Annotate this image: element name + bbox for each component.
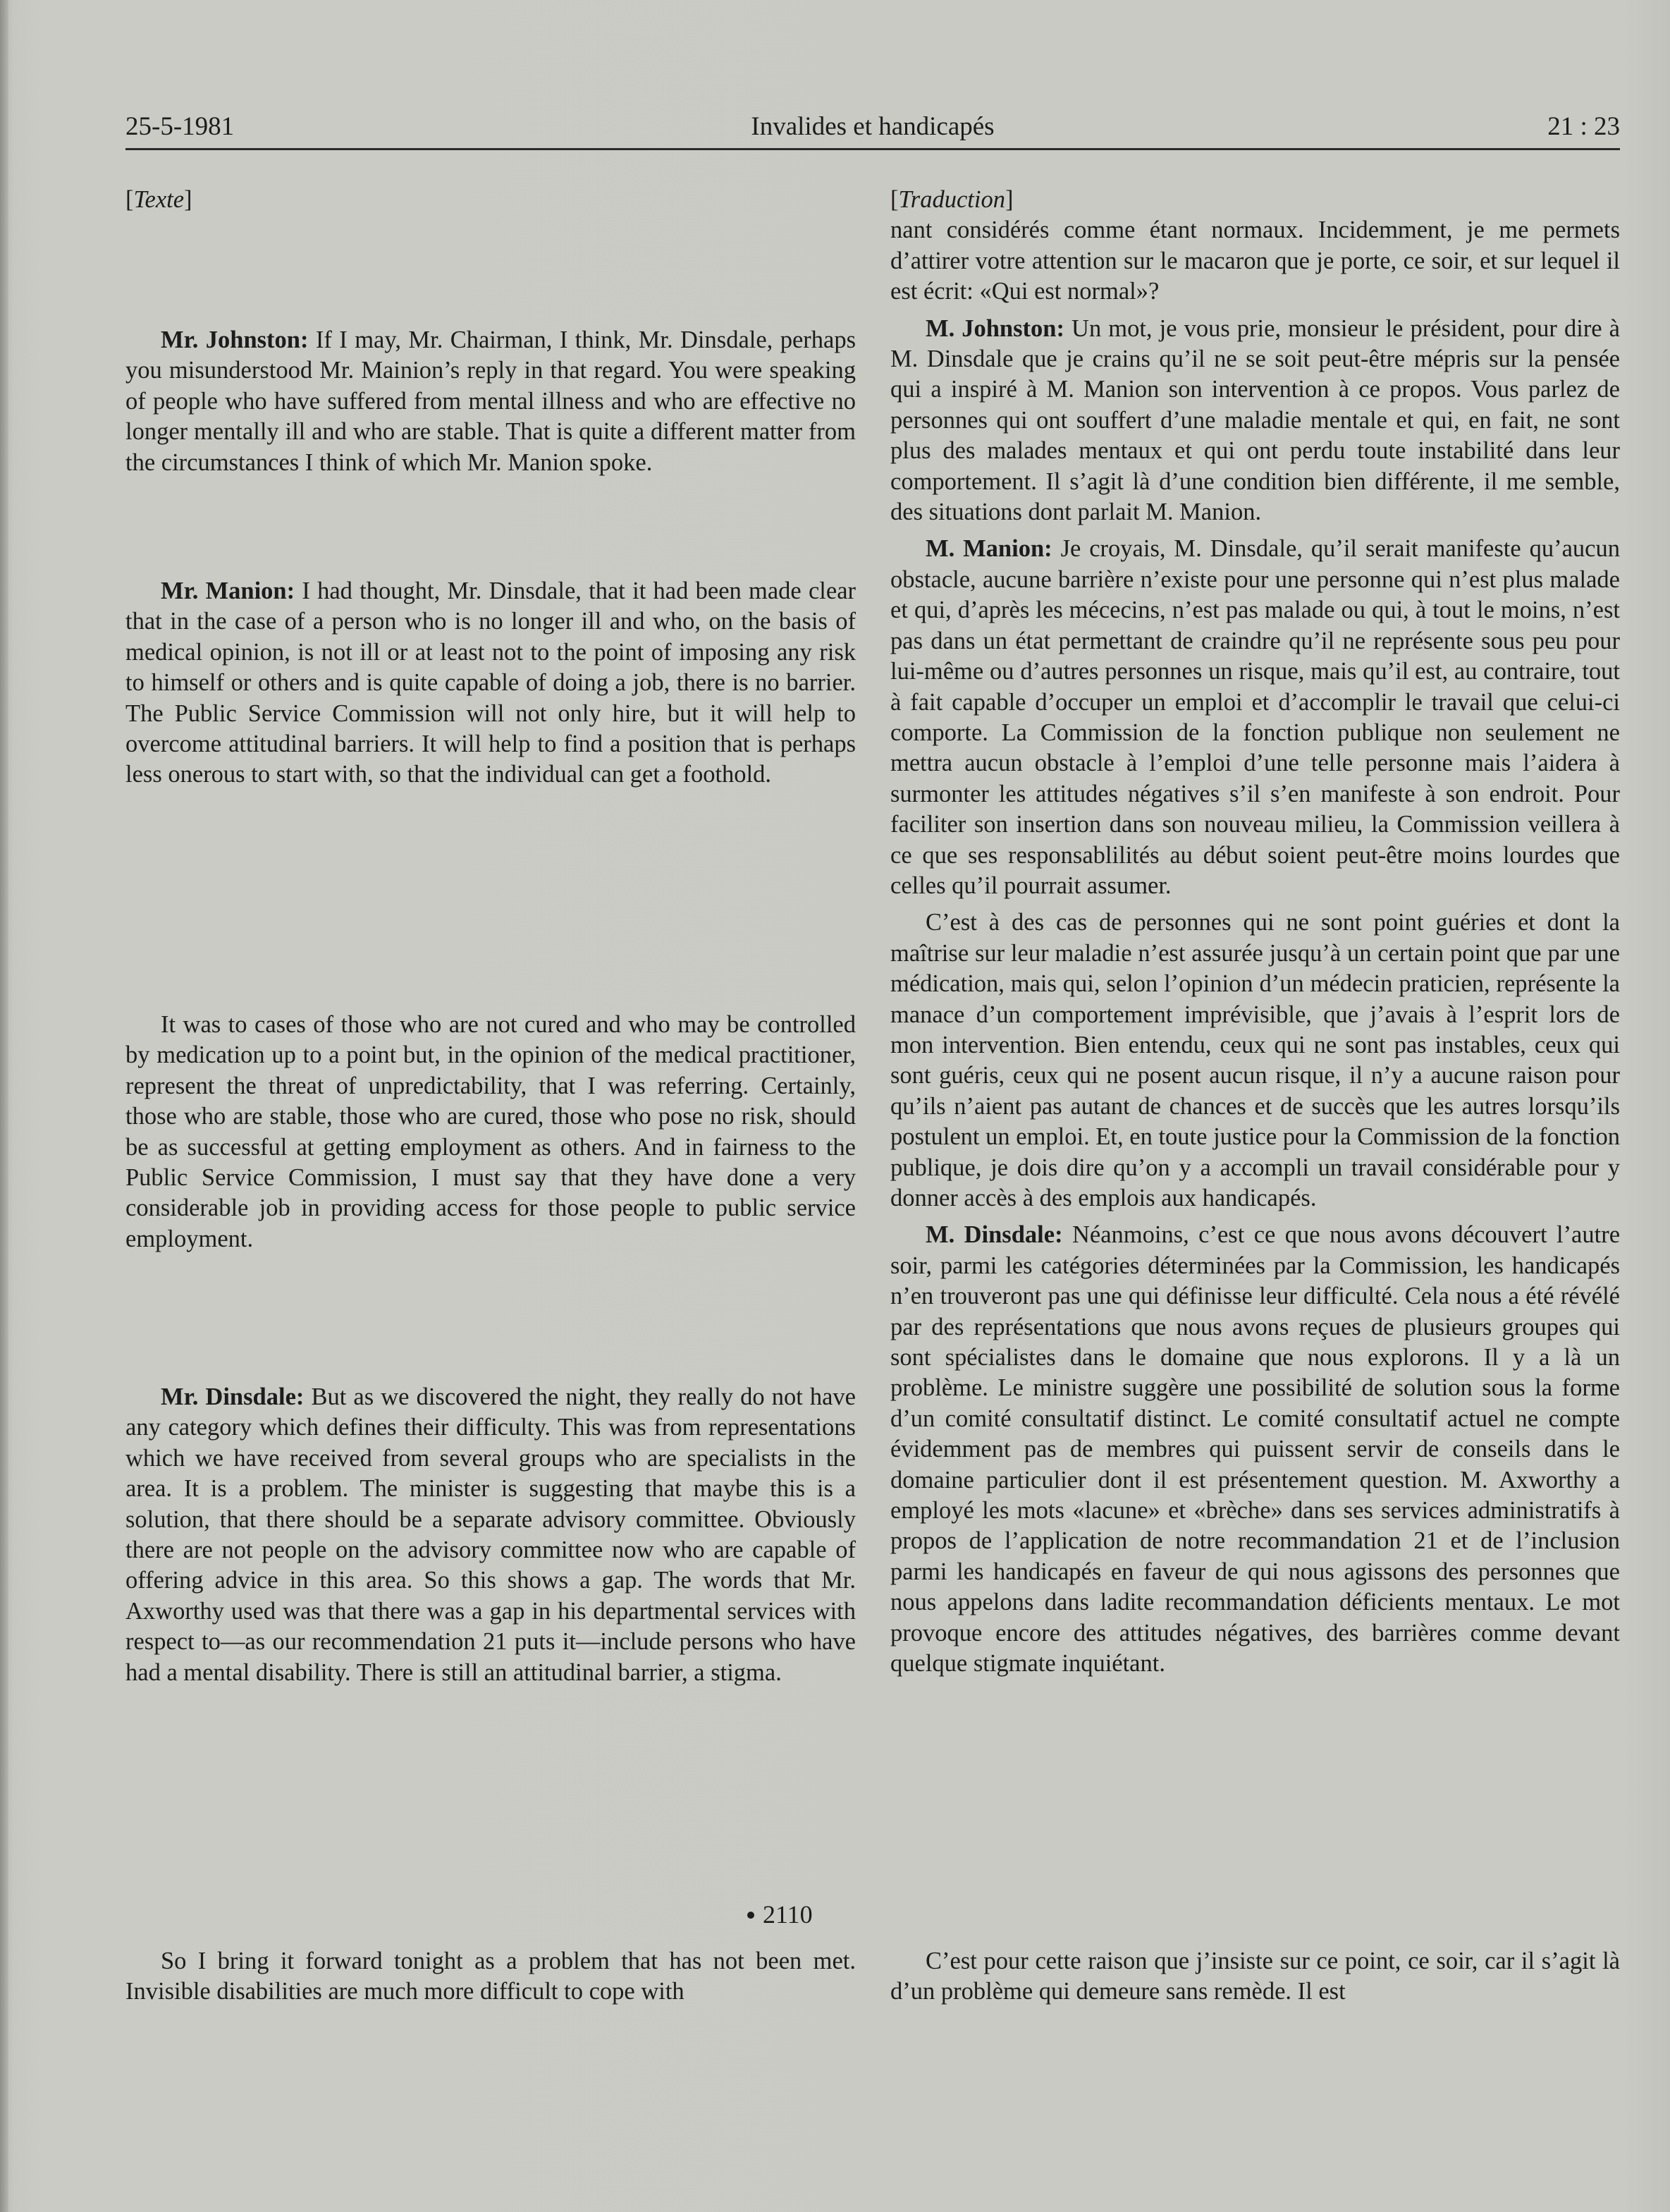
time-marker-text: 2110 [763, 1900, 813, 1929]
right-paragraph-closing [890, 1946, 1620, 2008]
paragraph-text: nant considérés comme étant normaux. Incidemment, je me permets d’attirer votre attention sur le macaron que je porte, ce soir, et sur lequel il est écrit: «Qui est normal»? [890, 216, 1620, 305]
column-label-text: Traduction [898, 186, 1005, 213]
paragraph-text: So I bring it forward tonight as a problem that has not been met. Invisible disabilities are much more difficult to cope with [125, 1948, 856, 2005]
paragraph-text: Je croyais, M. Dinsdale, qu’il serait manifeste qu’aucun obstacle, aucune barrière n’existe pour une personne qui n’est plus malade et qui, d’après les mécecins, n’est pas malade ou qui, à tout le moins, n’est pas dans un état permettant de craindre qu’il ne représente sous peu pour lui-même ou d’autres personnes un risque, mais qu’il est, au contraire, tout à fait capable d’occuper un emploi et d’accomplir le travail que celui-ci comporte. La Commission de la fonction publique non seulement ne mettra aucun obstacle à l’emploi d’une telle personne mais l’aidera à surmonter les attitudes négatives s’il s’en manifeste à son endroit. Pour faciliter son insertion dans son nouveau milieu, la Commission veillera à ce que ses responsablilités au début soient peut-être moins lourdes que celles qu’il pourrait assumer. [890, 535, 1620, 899]
left-paragraph-dinsdale [125, 1382, 856, 1688]
page-binding-edge [0, 0, 8, 2212]
paragraph-text: If I may, Mr. Chairman, I think, Mr. Dinsdale, perhaps you misunderstood Mr. Mainion’s reply in that regard. You were speaking of people who have suffered from mental illness and who are effective no longer mentally ill and who are stable. That is quite a different matter from the circumstances I think of which Mr. Manion spoke. [125, 326, 856, 476]
paragraph-text: But as we discovered the night, they really do not have any category which defines their difficulty. This was from representations which we have received from several groups who are specialists in the area. It is a problem. The minister is suggesting that maybe this is a solution, that there should be a separate advisory committee. Obviously there are not people on the advisory committee now who are capable of offering advice in this area. So this shows a gap. The words that Mr. Axworthy used was that there was a gap in his departmental services with respect to—as our recommendation 21 puts it—include persons who have had a mental disability. There is still an attitudinal barrier, a stigma. [125, 1383, 856, 1686]
running-header [125, 111, 1620, 150]
column-label-text: Texte [133, 186, 185, 213]
column-label-texte: [Texte] [125, 186, 192, 213]
left-paragraph-closing [125, 1946, 856, 2008]
time-marker [747, 1899, 813, 1930]
bullet-icon [747, 1912, 754, 1919]
right-paragraph-manion [890, 534, 1620, 901]
speaker-name: M. Dinsdale: [926, 1221, 1063, 1249]
right-column [890, 185, 1620, 1680]
left-column [125, 185, 856, 215]
header-date: 25-5-1981 [125, 112, 235, 141]
paragraph-text: Un mot, je vous prie, monsieur le président, pour dire à M. Dinsdale que je crains qu’il ne se soit peut-être mépris sur la pensée qui a inspiré à M. Manion son intervention à ce propos. Vous parlez de personnes qui ont souffert d’une maladie mentale et qui, en fait, ne sont plus des malades mentaux et qui ont perdu toute instabilité dans leur comportement. Il s’agit là d’une condition bien différente, il me semble, des situations dont parlait M. Manion. [890, 314, 1620, 526]
paragraph-text: It was to cases of those who are not cured and who may be controlled by medication up to a point but, in the opinion of the medical practitioner, represent the threat of unpredictability, that I was referring. Certainly, those who are stable, those who are cured, those who pose no risk, should be as successful at getting employment as others. And in fairness to the Public Service Commission, I must say that they have done a very considerable job in providing access for those people to public service employment. [125, 1011, 856, 1252]
header-page-number: 21 : 23 [1547, 112, 1620, 141]
column-label-traduction: [Traduction] [890, 186, 1014, 213]
left-paragraph-manion [125, 576, 856, 790]
speaker-name: Mr. Dinsdale: [161, 1383, 305, 1410]
right-paragraph-johnston [890, 314, 1620, 528]
speaker-name: M. Manion: [926, 535, 1052, 563]
speaker-name: M. Johnston: [926, 314, 1064, 342]
right-paragraph-continuation [890, 215, 1620, 307]
right-paragraph-cases [890, 908, 1620, 1214]
left-paragraph-cases [125, 1010, 856, 1254]
paragraph-text: C’est à des cas de personnes qui ne sont point guéries et dont la maîtrise sur leur maladie n’est assurée jusqu’à un certain point que par une médication, mais qui, selon l’opinion d’un médecin praticien, représente la manace d’un comportement imprévisible, que j’avais à l’esprit lors de mon intervention. Bien entendu, ceux qui ne sont pas instables, ceux qui sont guéris, ceux qui ne posent aucun risque, il n’y a aucune raison pour qu’ils n’aient pas autant de chances et de succès que les autres lorsqu’ils postulent un emploi. Et, en toute justice pour la Commission de la fonction publique, je dois dire qu’on y a accompli un travail considérable pour y donner accès à des emplois aux handicapés. [890, 909, 1620, 1211]
header-title: Invalides et handicapés [751, 112, 995, 141]
paragraph-text: C’est pour cette raison que j’insiste sur ce point, ce soir, car il s’agit là d’un problème qui demeure sans remède. Il est [890, 1948, 1620, 2005]
right-paragraph-dinsdale [890, 1220, 1620, 1679]
speaker-name: Mr. Johnston: [161, 326, 309, 353]
paragraph-text: I had thought, Mr. Dinsdale, that it had been made clear that in the case of a person who is no longer ill and who, on the basis of medical opinion, is not ill or at least not to the point of imposing any risk to himself or others and is quite capable of doing a job, there is no barrier. The Public Service Commission will not only hire, but it will help to overcome attitudinal barriers. It will help to find a position that is perhaps less onerous to start with, so that the individual can get a foothold. [125, 578, 856, 788]
paragraph-text: Néanmoins, c’est ce que nous avons découvert l’autre soir, parmi les catégories déterminées par la Commission, les handicapés n’en trouveront pas une qui définisse leur difficulté. Cela nous a été révélé par des représentations que nous avons reçues de plusieurs groupes qui sont spécialistes dans le domaine que nous explorons. Il y a là un problème. Le ministre suggère une possibilité de solution sous la forme d’un comité consultatif distinct. Le comité consultatif actuel ne compte évidemment pas de membres qui puissent servir de conseils dans le domaine particulier dont il est présentement question. M. Axworthy a employé les mots «lacune» et «brèche» dans ses services administratifs à propos de l’application de notre recommandation 21 et de l’inclusion parmi les handicapés en faveur de qui nous agissons des personnes que nous appelons dans ladite recommandation déficients mentaux. Le mot provoque encore des attitudes négatives, des barrières comme devant quelque stigmate inquiétant. [890, 1221, 1621, 1678]
left-paragraph-johnston [125, 325, 856, 478]
speaker-name: Mr. Manion: [161, 578, 295, 604]
